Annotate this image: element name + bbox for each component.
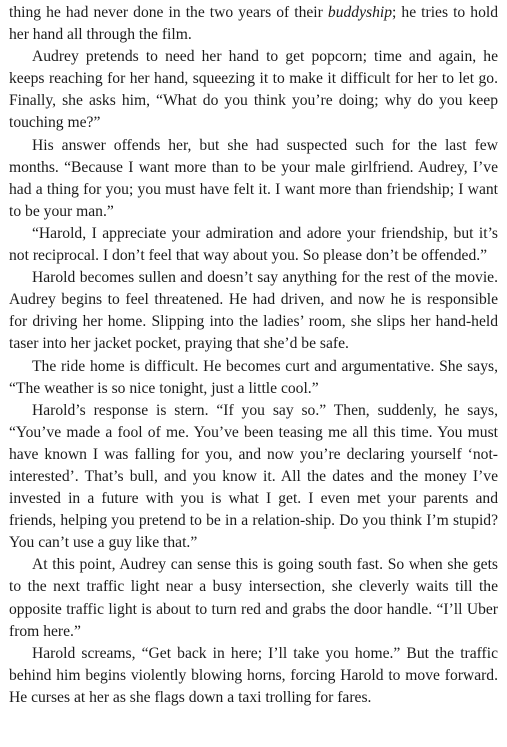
paragraph-1-italic-word: buddyship (327, 4, 393, 21)
paragraph-9: Harold screams, “Get back in here; I’ll take you home.” But the traffic behind him begins violently blowing horns, forcing Harold to move forward. He curses at her as she flags down a taxi trolling for fares. (9, 644, 498, 706)
paragraph-6: The ride home is difficult. He becomes curt and argumentative. She says, “The weather is so nice tonight, just a little cool.” (9, 357, 498, 397)
paragraph-3: His answer offends her, but she had suspected such for the last few months. “Because I want more than to be your male girlfriend. Audrey, I’ve had a thing for you; you must have felt it. I want more than friendship; I want to be your man.” (9, 136, 498, 220)
paragraph-1-text-b: ; he tries to hold her hand all through the film. (9, 4, 498, 44)
paragraph-1-text-a: thing he had never done in the two years of their (9, 4, 328, 21)
paragraph-5: Harold becomes sullen and doesn’t say anything for the rest of the movie. Audrey begins to feel threatened. He had driven, and now he is responsible for driving her home. Slipping into the ladies’ room, she slips her hand-held taser into her jacket pocket, praying that she’d be safe. (9, 269, 498, 353)
paragraph-4: “Harold, I appreciate your admiration and adore your friendship, but it’s not reciprocal. I don’t feel that way about you. So please don’t be offended.” (9, 224, 498, 265)
paragraph-1 (9, 2, 498, 46)
paragraph-2: Audrey pretends to need her hand to get popcorn; time and again, he keeps reaching for her hand, squeezing it to make it difficult for her to let go. Finally, she asks him, “What do you think you’re doing; why do you keep touching me?” (9, 48, 498, 132)
paragraph-8: At this point, Audrey can sense this is going south fast. So when she gets to the next traffic light near a busy intersection, she cleverly waits till the opposite traffic light is about to turn red and grabs the door handle. “I’ll Uber from here.” (9, 556, 498, 640)
paragraph-7: Harold’s response is stern. “If you say so.” Then, suddenly, he says, “You’ve made a fool of me. You’ve been teasing me all this time. You must have known I was falling for you, and now you’re declaring yourself ‘not-interested’. That’s bull, and you know it. All the dates and the money I’ve invested in a future with you is what I get. I even met your parents and friends, helping you pretend to be in a relation-ship. Do you think I’m stupid? You can’t use a guy like that.” (9, 401, 498, 552)
